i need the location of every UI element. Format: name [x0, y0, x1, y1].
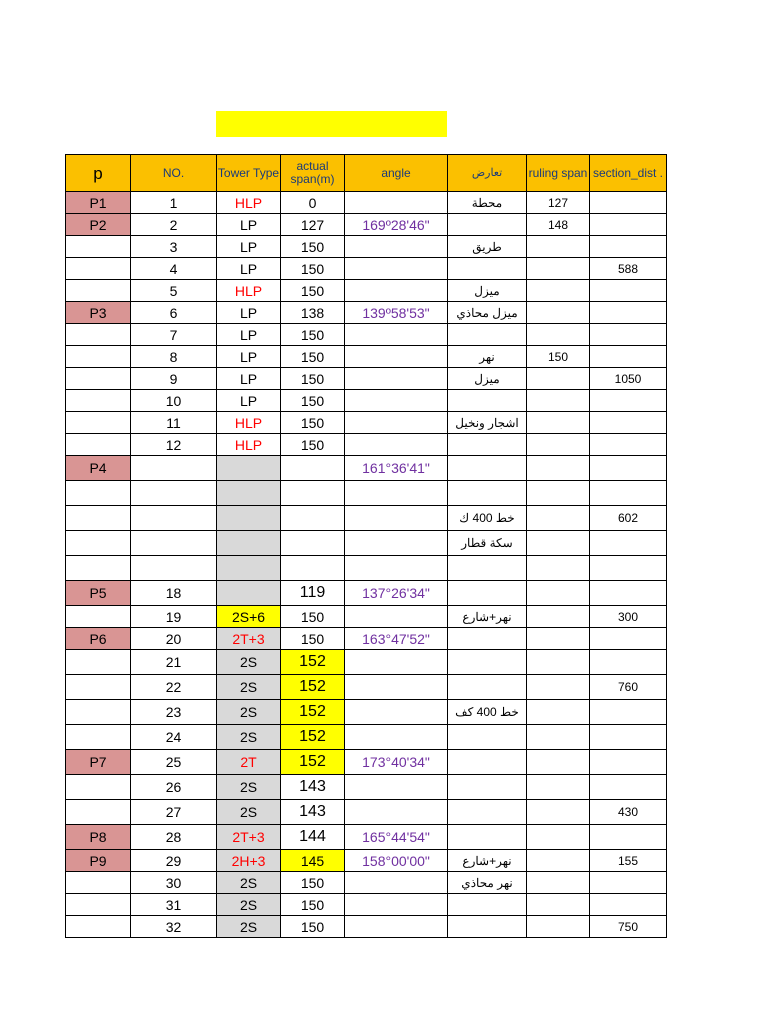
angle-cell: [345, 280, 448, 302]
angle-cell: 139º58'53": [345, 302, 448, 324]
section-cell: [590, 324, 667, 346]
type-cell: LP: [217, 302, 281, 324]
header-row: [66, 155, 667, 192]
angle-cell: [345, 675, 448, 700]
type-cell: 2S: [217, 916, 281, 938]
type-cell: LP: [217, 236, 281, 258]
span-cell: 144: [281, 825, 345, 850]
crossing-cell: [448, 775, 527, 800]
type-cell: LP: [217, 258, 281, 280]
tower-schedule-table: [65, 154, 667, 938]
section-cell: 588: [590, 258, 667, 280]
no-cell: 26: [131, 775, 217, 800]
crossing-cell: ميزل: [448, 368, 527, 390]
table-row: [66, 872, 667, 894]
table-row: [66, 481, 667, 506]
no-cell: 21: [131, 650, 217, 675]
ruling-cell: [527, 368, 590, 390]
span-cell: 150: [281, 434, 345, 456]
span-cell: 0: [281, 192, 345, 214]
section-cell: 155: [590, 850, 667, 872]
table-row: [66, 192, 667, 214]
no-cell: 22: [131, 675, 217, 700]
table-row: [66, 506, 667, 531]
section-cell: [590, 650, 667, 675]
p-cell: [66, 434, 131, 456]
no-cell: 2: [131, 214, 217, 236]
angle-cell: [345, 775, 448, 800]
type-cell: LP: [217, 346, 281, 368]
type-cell: HLP: [217, 434, 281, 456]
ruling-cell: [527, 556, 590, 581]
p-cell: [66, 324, 131, 346]
ruling-cell: 127: [527, 192, 590, 214]
ruling-cell: [527, 581, 590, 606]
section-cell: [590, 825, 667, 850]
angle-cell: [345, 324, 448, 346]
p-cell: [66, 800, 131, 825]
crossing-cell: [448, 481, 527, 506]
type-cell: 2T+3: [217, 628, 281, 650]
table-row: [66, 606, 667, 628]
crossing-cell: [448, 434, 527, 456]
angle-cell: [345, 725, 448, 750]
no-cell: 3: [131, 236, 217, 258]
angle-cell: [345, 556, 448, 581]
crossing-cell: [448, 456, 527, 481]
span-cell: 152: [281, 675, 345, 700]
ruling-cell: [527, 390, 590, 412]
crossing-cell: خط 400 كف: [448, 700, 527, 725]
table-row: [66, 800, 667, 825]
table-row: [66, 412, 667, 434]
ruling-cell: [527, 280, 590, 302]
span-cell: 150: [281, 894, 345, 916]
section-cell: [590, 581, 667, 606]
span-cell: 143: [281, 775, 345, 800]
table-row: [66, 750, 667, 775]
ruling-cell: [527, 531, 590, 556]
section-cell: [590, 302, 667, 324]
no-cell: 7: [131, 324, 217, 346]
table-row: [66, 214, 667, 236]
table-row: [66, 434, 667, 456]
ruling-cell: [527, 894, 590, 916]
ruling-cell: [527, 916, 590, 938]
no-cell: 4: [131, 258, 217, 280]
table-row: [66, 850, 667, 872]
span-cell: 150: [281, 324, 345, 346]
section-cell: 750: [590, 916, 667, 938]
type-cell: 2S: [217, 675, 281, 700]
ruling-cell: 148: [527, 214, 590, 236]
no-cell: [131, 506, 217, 531]
p-cell: [66, 412, 131, 434]
section-cell: [590, 390, 667, 412]
p-cell: [66, 236, 131, 258]
table-row: [66, 581, 667, 606]
angle-cell: [345, 236, 448, 258]
type-cell: 2S: [217, 650, 281, 675]
no-cell: 12: [131, 434, 217, 456]
no-cell: 18: [131, 581, 217, 606]
angle-cell: [345, 506, 448, 531]
no-cell: 23: [131, 700, 217, 725]
span-cell: 138: [281, 302, 345, 324]
section-cell: [590, 214, 667, 236]
header-actual-span: actual span(m): [281, 155, 345, 192]
angle-cell: [345, 481, 448, 506]
table-row: [66, 825, 667, 850]
no-cell: 24: [131, 725, 217, 750]
type-cell: [217, 506, 281, 531]
type-cell: [217, 581, 281, 606]
crossing-cell: نهر: [448, 346, 527, 368]
angle-cell: [345, 346, 448, 368]
angle-cell: [345, 800, 448, 825]
angle-cell: [345, 531, 448, 556]
table-row: [66, 700, 667, 725]
span-cell: 145: [281, 850, 345, 872]
ruling-cell: [527, 650, 590, 675]
no-cell: [131, 531, 217, 556]
type-cell: 2S: [217, 700, 281, 725]
section-cell: 760: [590, 675, 667, 700]
type-cell: LP: [217, 368, 281, 390]
no-cell: 10: [131, 390, 217, 412]
table-row: [66, 346, 667, 368]
no-cell: 5: [131, 280, 217, 302]
section-cell: [590, 531, 667, 556]
angle-cell: [345, 650, 448, 675]
ruling-cell: [527, 456, 590, 481]
section-cell: 430: [590, 800, 667, 825]
span-cell: [281, 556, 345, 581]
p-cell: [66, 725, 131, 750]
span-cell: 150: [281, 236, 345, 258]
angle-cell: 158°00'00": [345, 850, 448, 872]
span-cell: [281, 481, 345, 506]
section-cell: [590, 750, 667, 775]
p-cell: P5: [66, 581, 131, 606]
crossing-cell: [448, 214, 527, 236]
p-cell: [66, 650, 131, 675]
header-p: p: [66, 155, 131, 192]
span-cell: 152: [281, 650, 345, 675]
span-cell: 150: [281, 280, 345, 302]
ruling-cell: [527, 850, 590, 872]
crossing-cell: [448, 650, 527, 675]
crossing-cell: [448, 675, 527, 700]
header-crossing: تعارض: [448, 155, 527, 192]
angle-cell: [345, 192, 448, 214]
crossing-cell: محطة: [448, 192, 527, 214]
type-cell: 2S: [217, 894, 281, 916]
crossing-cell: [448, 324, 527, 346]
table-row: [66, 556, 667, 581]
p-cell: P2: [66, 214, 131, 236]
no-cell: 19: [131, 606, 217, 628]
type-cell: 2T: [217, 750, 281, 775]
crossing-cell: [448, 825, 527, 850]
table-row: [66, 725, 667, 750]
crossing-cell: [448, 581, 527, 606]
p-cell: P9: [66, 850, 131, 872]
span-cell: [281, 531, 345, 556]
type-cell: HLP: [217, 192, 281, 214]
no-cell: 6: [131, 302, 217, 324]
type-cell: 2S: [217, 725, 281, 750]
section-cell: [590, 894, 667, 916]
section-cell: [590, 346, 667, 368]
p-cell: [66, 872, 131, 894]
crossing-cell: [448, 258, 527, 280]
table-row: [66, 258, 667, 280]
p-cell: [66, 368, 131, 390]
table-row: [66, 390, 667, 412]
angle-cell: 165°44'54": [345, 825, 448, 850]
crossing-cell: [448, 916, 527, 938]
angle-cell: [345, 390, 448, 412]
table-row: [66, 368, 667, 390]
crossing-cell: نهر+شارع: [448, 850, 527, 872]
span-cell: 150: [281, 368, 345, 390]
section-cell: 1050: [590, 368, 667, 390]
type-cell: HLP: [217, 280, 281, 302]
section-cell: 300: [590, 606, 667, 628]
p-cell: [66, 894, 131, 916]
ruling-cell: [527, 725, 590, 750]
crossing-cell: ميزل: [448, 280, 527, 302]
no-cell: [131, 481, 217, 506]
angle-cell: 163°47'52": [345, 628, 448, 650]
angle-cell: [345, 916, 448, 938]
span-cell: 150: [281, 606, 345, 628]
no-cell: 9: [131, 368, 217, 390]
angle-cell: [345, 606, 448, 628]
p-cell: [66, 346, 131, 368]
section-cell: [590, 192, 667, 214]
p-cell: [66, 916, 131, 938]
header-tower-type: Tower Type: [217, 155, 281, 192]
p-cell: P8: [66, 825, 131, 850]
crossing-cell: نهر محاذي: [448, 872, 527, 894]
ruling-cell: [527, 872, 590, 894]
section-cell: [590, 700, 667, 725]
section-cell: [590, 556, 667, 581]
table-row: [66, 531, 667, 556]
type-cell: LP: [217, 390, 281, 412]
ruling-cell: [527, 506, 590, 531]
table-row: [66, 775, 667, 800]
span-cell: 152: [281, 725, 345, 750]
type-cell: 2S: [217, 872, 281, 894]
section-cell: [590, 628, 667, 650]
ruling-cell: [527, 481, 590, 506]
type-cell: 2S+6: [217, 606, 281, 628]
ruling-cell: [527, 750, 590, 775]
angle-cell: [345, 434, 448, 456]
p-cell: [66, 556, 131, 581]
no-cell: 1: [131, 192, 217, 214]
span-cell: 150: [281, 628, 345, 650]
crossing-cell: [448, 750, 527, 775]
crossing-cell: اشجار ونخيل: [448, 412, 527, 434]
table-row: [66, 916, 667, 938]
ruling-cell: [527, 434, 590, 456]
header-section-dist: section_dist .: [590, 155, 667, 192]
section-cell: 602: [590, 506, 667, 531]
crossing-cell: [448, 628, 527, 650]
crossing-cell: [448, 894, 527, 916]
type-cell: LP: [217, 214, 281, 236]
span-cell: 150: [281, 412, 345, 434]
table-row: [66, 894, 667, 916]
type-cell: HLP: [217, 412, 281, 434]
section-cell: [590, 456, 667, 481]
span-cell: 150: [281, 346, 345, 368]
type-cell: LP: [217, 324, 281, 346]
span-cell: 119: [281, 581, 345, 606]
no-cell: 27: [131, 800, 217, 825]
table-row: [66, 456, 667, 481]
angle-cell: [345, 872, 448, 894]
crossing-cell: [448, 725, 527, 750]
ruling-cell: [527, 258, 590, 280]
crossing-cell: [448, 800, 527, 825]
section-cell: [590, 280, 667, 302]
table-row: [66, 675, 667, 700]
type-cell: [217, 556, 281, 581]
angle-cell: [345, 412, 448, 434]
no-cell: 30: [131, 872, 217, 894]
section-cell: [590, 481, 667, 506]
highlight-banner: [216, 111, 447, 137]
span-cell: 152: [281, 700, 345, 725]
span-cell: [281, 456, 345, 481]
ruling-cell: [527, 700, 590, 725]
ruling-cell: [527, 775, 590, 800]
span-cell: 150: [281, 258, 345, 280]
p-cell: P6: [66, 628, 131, 650]
p-cell: P7: [66, 750, 131, 775]
no-cell: 11: [131, 412, 217, 434]
table-row: [66, 236, 667, 258]
no-cell: 28: [131, 825, 217, 850]
ruling-cell: [527, 825, 590, 850]
section-cell: [590, 725, 667, 750]
ruling-cell: [527, 302, 590, 324]
span-cell: 143: [281, 800, 345, 825]
header-angle: angle: [345, 155, 448, 192]
type-cell: 2H+3: [217, 850, 281, 872]
span-cell: 152: [281, 750, 345, 775]
p-cell: P1: [66, 192, 131, 214]
table-row: [66, 324, 667, 346]
type-cell: [217, 456, 281, 481]
no-cell: [131, 456, 217, 481]
table-row: [66, 302, 667, 324]
p-cell: [66, 700, 131, 725]
span-cell: [281, 506, 345, 531]
p-cell: [66, 258, 131, 280]
table-row: [66, 628, 667, 650]
angle-cell: [345, 894, 448, 916]
type-cell: 2T+3: [217, 825, 281, 850]
section-cell: [590, 872, 667, 894]
type-cell: [217, 531, 281, 556]
type-cell: 2S: [217, 775, 281, 800]
p-cell: [66, 531, 131, 556]
p-cell: [66, 675, 131, 700]
ruling-cell: [527, 324, 590, 346]
crossing-cell: طريق: [448, 236, 527, 258]
ruling-cell: [527, 800, 590, 825]
no-cell: 32: [131, 916, 217, 938]
crossing-cell: نهر+شارع: [448, 606, 527, 628]
p-cell: [66, 606, 131, 628]
no-cell: 31: [131, 894, 217, 916]
p-cell: [66, 506, 131, 531]
angle-cell: 161°36'41": [345, 456, 448, 481]
ruling-cell: [527, 675, 590, 700]
p-cell: [66, 390, 131, 412]
table-row: [66, 280, 667, 302]
crossing-cell: خط 400 ك: [448, 506, 527, 531]
section-cell: [590, 236, 667, 258]
span-cell: 150: [281, 916, 345, 938]
section-cell: [590, 412, 667, 434]
angle-cell: 169º28'46": [345, 214, 448, 236]
span-cell: 127: [281, 214, 345, 236]
p-cell: [66, 775, 131, 800]
ruling-cell: [527, 236, 590, 258]
crossing-cell: سكة قطار: [448, 531, 527, 556]
header-ruling-span: ruling span: [527, 155, 590, 192]
p-cell: P3: [66, 302, 131, 324]
type-cell: [217, 481, 281, 506]
header-no: NO.: [131, 155, 217, 192]
no-cell: 25: [131, 750, 217, 775]
p-cell: [66, 481, 131, 506]
angle-cell: [345, 700, 448, 725]
no-cell: 20: [131, 628, 217, 650]
crossing-cell: ميزل محاذي: [448, 302, 527, 324]
angle-cell: 137°26'34": [345, 581, 448, 606]
ruling-cell: [527, 628, 590, 650]
angle-cell: 173°40'34": [345, 750, 448, 775]
ruling-cell: [527, 606, 590, 628]
p-cell: [66, 280, 131, 302]
p-cell: P4: [66, 456, 131, 481]
span-cell: 150: [281, 872, 345, 894]
section-cell: [590, 775, 667, 800]
angle-cell: [345, 258, 448, 280]
crossing-cell: [448, 556, 527, 581]
ruling-cell: 150: [527, 346, 590, 368]
no-cell: 29: [131, 850, 217, 872]
ruling-cell: [527, 412, 590, 434]
no-cell: [131, 556, 217, 581]
angle-cell: [345, 368, 448, 390]
type-cell: 2S: [217, 800, 281, 825]
span-cell: 150: [281, 390, 345, 412]
no-cell: 8: [131, 346, 217, 368]
table-row: [66, 650, 667, 675]
section-cell: [590, 434, 667, 456]
crossing-cell: [448, 390, 527, 412]
